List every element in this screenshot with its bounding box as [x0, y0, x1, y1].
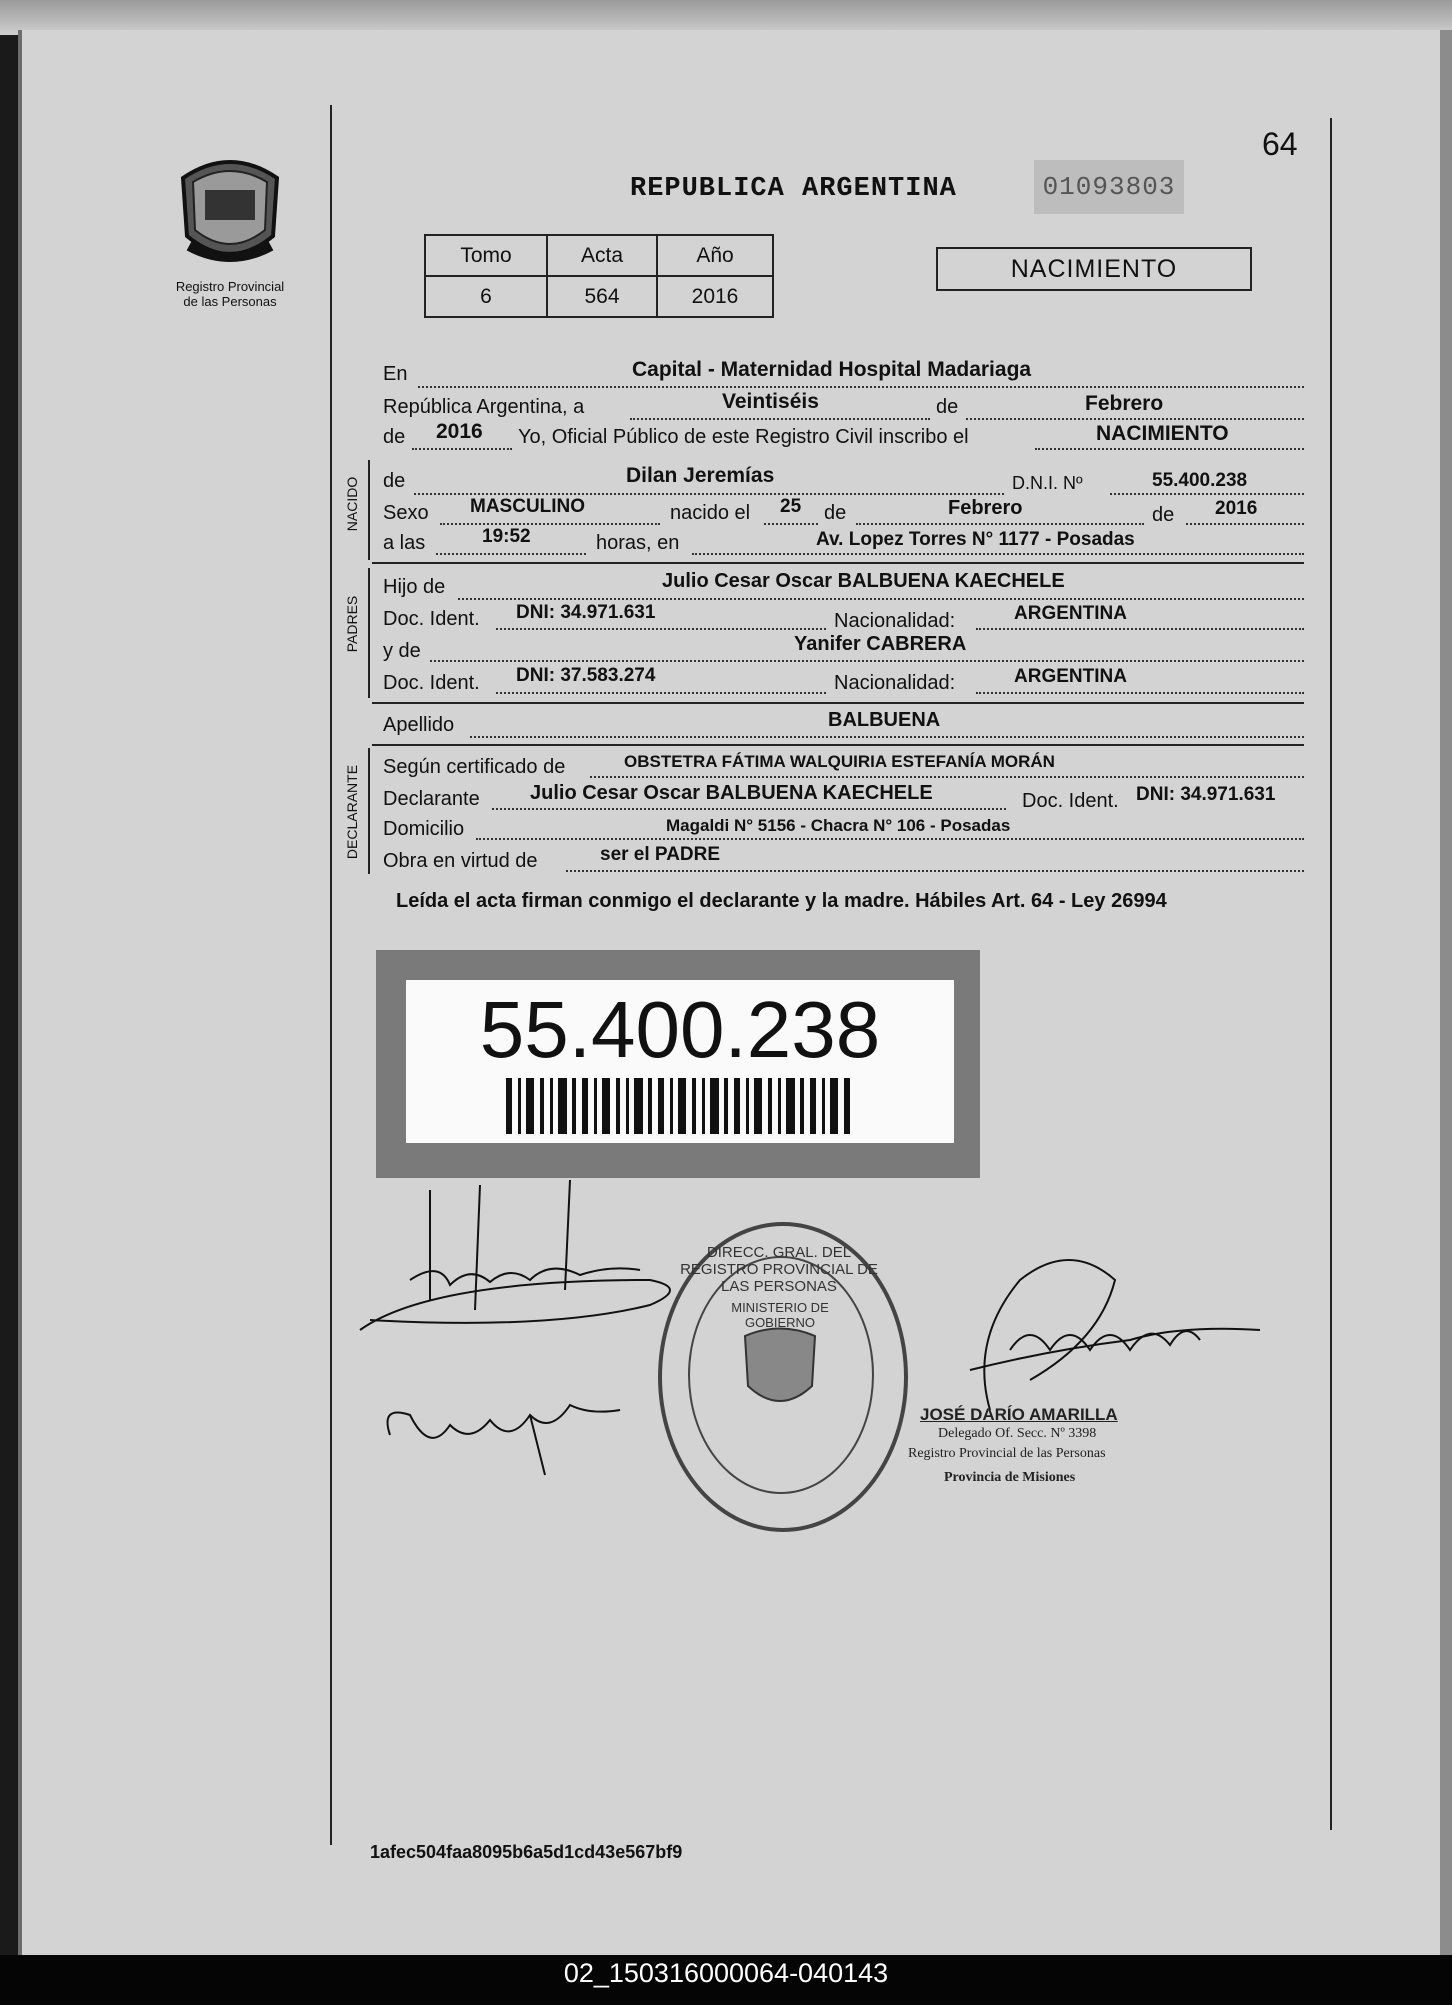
section-divider: [372, 744, 1304, 746]
acta-header: Acta: [547, 235, 657, 276]
mes-value: Febrero: [1085, 392, 1164, 415]
dotted-line: [476, 838, 1304, 840]
label-doc-ident: Doc. Ident.: [1022, 790, 1119, 812]
label-horas-en: horas, en: [596, 532, 680, 554]
anio-value: 2016: [657, 276, 773, 317]
nac-anio-value: 2016: [1215, 498, 1258, 519]
label-nacido-el: nacido el: [670, 502, 751, 524]
label-doc-ident: Doc. Ident.: [383, 608, 480, 630]
madre-nac-value: ARGENTINA: [1014, 666, 1127, 687]
anio-inscripcion-value: 2016: [436, 420, 483, 443]
official-signature-icon: [930, 1240, 1270, 1420]
country-heading: REPUBLICA ARGENTINA: [630, 174, 957, 204]
dni-sticker-inner: [406, 980, 954, 1143]
padres-bracket: [368, 568, 370, 698]
dotted-line: [566, 870, 1304, 872]
label-yo: Yo, Oficial Público de este Registro Civil inscribo el: [518, 426, 969, 448]
label-dni: D.N.I. Nº: [1012, 473, 1083, 493]
label-obra: Obra en virtud de: [383, 850, 538, 872]
label-de: de: [383, 470, 406, 492]
dotted-line: [418, 386, 1304, 388]
declarant-signature-icon: [350, 1170, 680, 1340]
label-declarante: Declarante: [383, 788, 480, 810]
label-de: de: [1152, 504, 1175, 526]
form-serial: 01093803: [1034, 160, 1184, 214]
page-number: 64: [1262, 126, 1298, 162]
left-margin-rule: [330, 105, 332, 1845]
declarante-bracket: [368, 748, 370, 874]
act-type-box: NACIMIENTO: [936, 247, 1252, 291]
dotted-line: [1035, 448, 1304, 450]
dotted-line: [976, 628, 1304, 630]
dotted-line: [496, 628, 826, 630]
stamp-outer-text: DIRECC. GRAL. DEL REGISTRO PROVINCIAL DE LAS PERSONAS: [680, 1244, 878, 1295]
sexo-value: MASCULINO: [470, 496, 586, 517]
document-hash: 1afec504faa8095b6a5d1cd43e567bf9: [370, 1842, 683, 1862]
certificado-value: OBSTETRA FÁTIMA WALQUIRIA ESTEFANÍA MORÁN: [624, 752, 1055, 771]
nacido-bracket: [368, 460, 370, 560]
dotted-line: [412, 448, 512, 450]
stamp-inner-text: MINISTERIO DE GOBIERNO: [731, 1300, 829, 1330]
label-de: de: [383, 426, 406, 448]
declarante-doc-value: DNI: 34.971.631: [1136, 784, 1276, 805]
section-divider: [372, 562, 1304, 564]
section-declarante: DECLARANTE: [344, 764, 360, 860]
label-nacionalidad: Nacionalidad:: [834, 672, 956, 694]
dotted-line: [976, 692, 1304, 694]
label-en: En: [383, 363, 408, 385]
section-divider: [372, 702, 1304, 704]
dotted-line: [1110, 493, 1304, 495]
dotted-line: [430, 660, 1304, 662]
label-segun: Según certificado de: [383, 756, 566, 778]
hora-value: 19:52: [482, 526, 531, 547]
dotted-line: [440, 523, 660, 525]
tomo-header: Tomo: [425, 235, 547, 276]
label-nacionalidad: Nacionalidad:: [834, 610, 956, 632]
dotted-line: [630, 418, 930, 420]
section-nacido: NACIDO: [344, 476, 360, 532]
dni-sticker: [376, 950, 980, 1178]
label-domicilio: Domicilio: [383, 818, 465, 840]
nombre-value: Dilan Jeremías: [626, 464, 775, 487]
dotted-line: [856, 523, 1144, 525]
label-y-de: y de: [383, 640, 421, 662]
lugar-value: Capital - Maternidad Hospital Madariaga: [632, 358, 1032, 381]
logo-caption-line-2: de las Personas: [183, 294, 277, 309]
label-republica: República Argentina, a: [383, 396, 585, 418]
label-de: de: [824, 502, 847, 524]
official-name: JOSÉ DARÍO AMARILLA: [920, 1405, 1118, 1424]
mother-signature-icon: [380, 1375, 640, 1485]
closing-statement: Leída el acta firman conmigo el declarante y la madre. Hábiles Art. 64 - Ley 26994: [396, 890, 1167, 912]
dni-sticker-number: 55.400.238: [479, 985, 881, 1074]
padre-nac-value: ARGENTINA: [1014, 603, 1127, 624]
declarante-value: Julio Cesar Oscar BALBUENA KAECHELE: [530, 782, 933, 804]
official-province: Provincia de Misiones: [944, 1470, 1076, 1485]
dotted-line: [1186, 523, 1304, 525]
dotted-line: [458, 598, 1304, 600]
padre-value: Julio Cesar Oscar BALBUENA KAECHELE: [662, 570, 1065, 592]
official-office: Registro Provincial de las Personas: [908, 1446, 1106, 1461]
domicilio-value: Magaldi N° 5156 - Chacra N° 106 - Posadas: [666, 816, 1011, 835]
obra-value: ser el PADRE: [600, 844, 721, 865]
tomo-acta-anio-table: [424, 234, 774, 318]
label-de: de: [936, 396, 959, 418]
section-padres: PADRES: [344, 595, 360, 653]
dotted-line: [590, 776, 1304, 778]
madre-value: Yanifer CABRERA: [794, 633, 967, 655]
dotted-line: [692, 553, 1304, 555]
misiones-seal-icon: [175, 150, 285, 270]
label-sexo: Sexo: [383, 502, 429, 524]
dotted-line: [414, 493, 1004, 495]
label-doc-ident: Doc. Ident.: [383, 672, 480, 694]
dia-value: Veintiséis: [722, 390, 819, 413]
label-a-las: a las: [383, 532, 426, 554]
madre-doc-value: DNI: 37.583.274: [516, 665, 656, 686]
dotted-line: [492, 808, 1006, 810]
padre-doc-value: DNI: 34.971.631: [516, 602, 656, 623]
dotted-line: [966, 418, 1304, 420]
logo-caption-line-1: Registro Provincial: [175, 279, 285, 294]
nac-dia-value: 25: [780, 496, 802, 517]
acto-value: NACIMIENTO: [1096, 422, 1229, 445]
footer-filename: 02_150316000064-040143: [563, 1958, 889, 1988]
label-apellido: Apellido: [383, 714, 455, 736]
anio-header: Año: [657, 235, 773, 276]
dotted-line: [470, 736, 1304, 738]
tomo-value: 6: [425, 276, 547, 317]
dni-value: 55.400.238: [1152, 470, 1248, 491]
dotted-line: [764, 523, 818, 525]
nac-mes-value: Febrero: [948, 497, 1023, 519]
right-margin-rule: [1330, 118, 1332, 1830]
dotted-line: [496, 692, 826, 694]
apellido-value: BALBUENA: [828, 709, 941, 731]
dotted-line: [436, 553, 586, 555]
barcode-icon: [506, 1078, 866, 1134]
provincial-logo: [170, 150, 290, 309]
lugar-nac-value: Av. Lopez Torres N° 1177 - Posadas: [816, 529, 1135, 550]
official-title: Delegado Of. Secc. Nº 3398: [938, 1426, 1097, 1441]
acta-value: 564: [547, 276, 657, 317]
label-hijo-de: Hijo de: [383, 576, 446, 598]
stamp-emblem-icon: [740, 1326, 820, 1416]
